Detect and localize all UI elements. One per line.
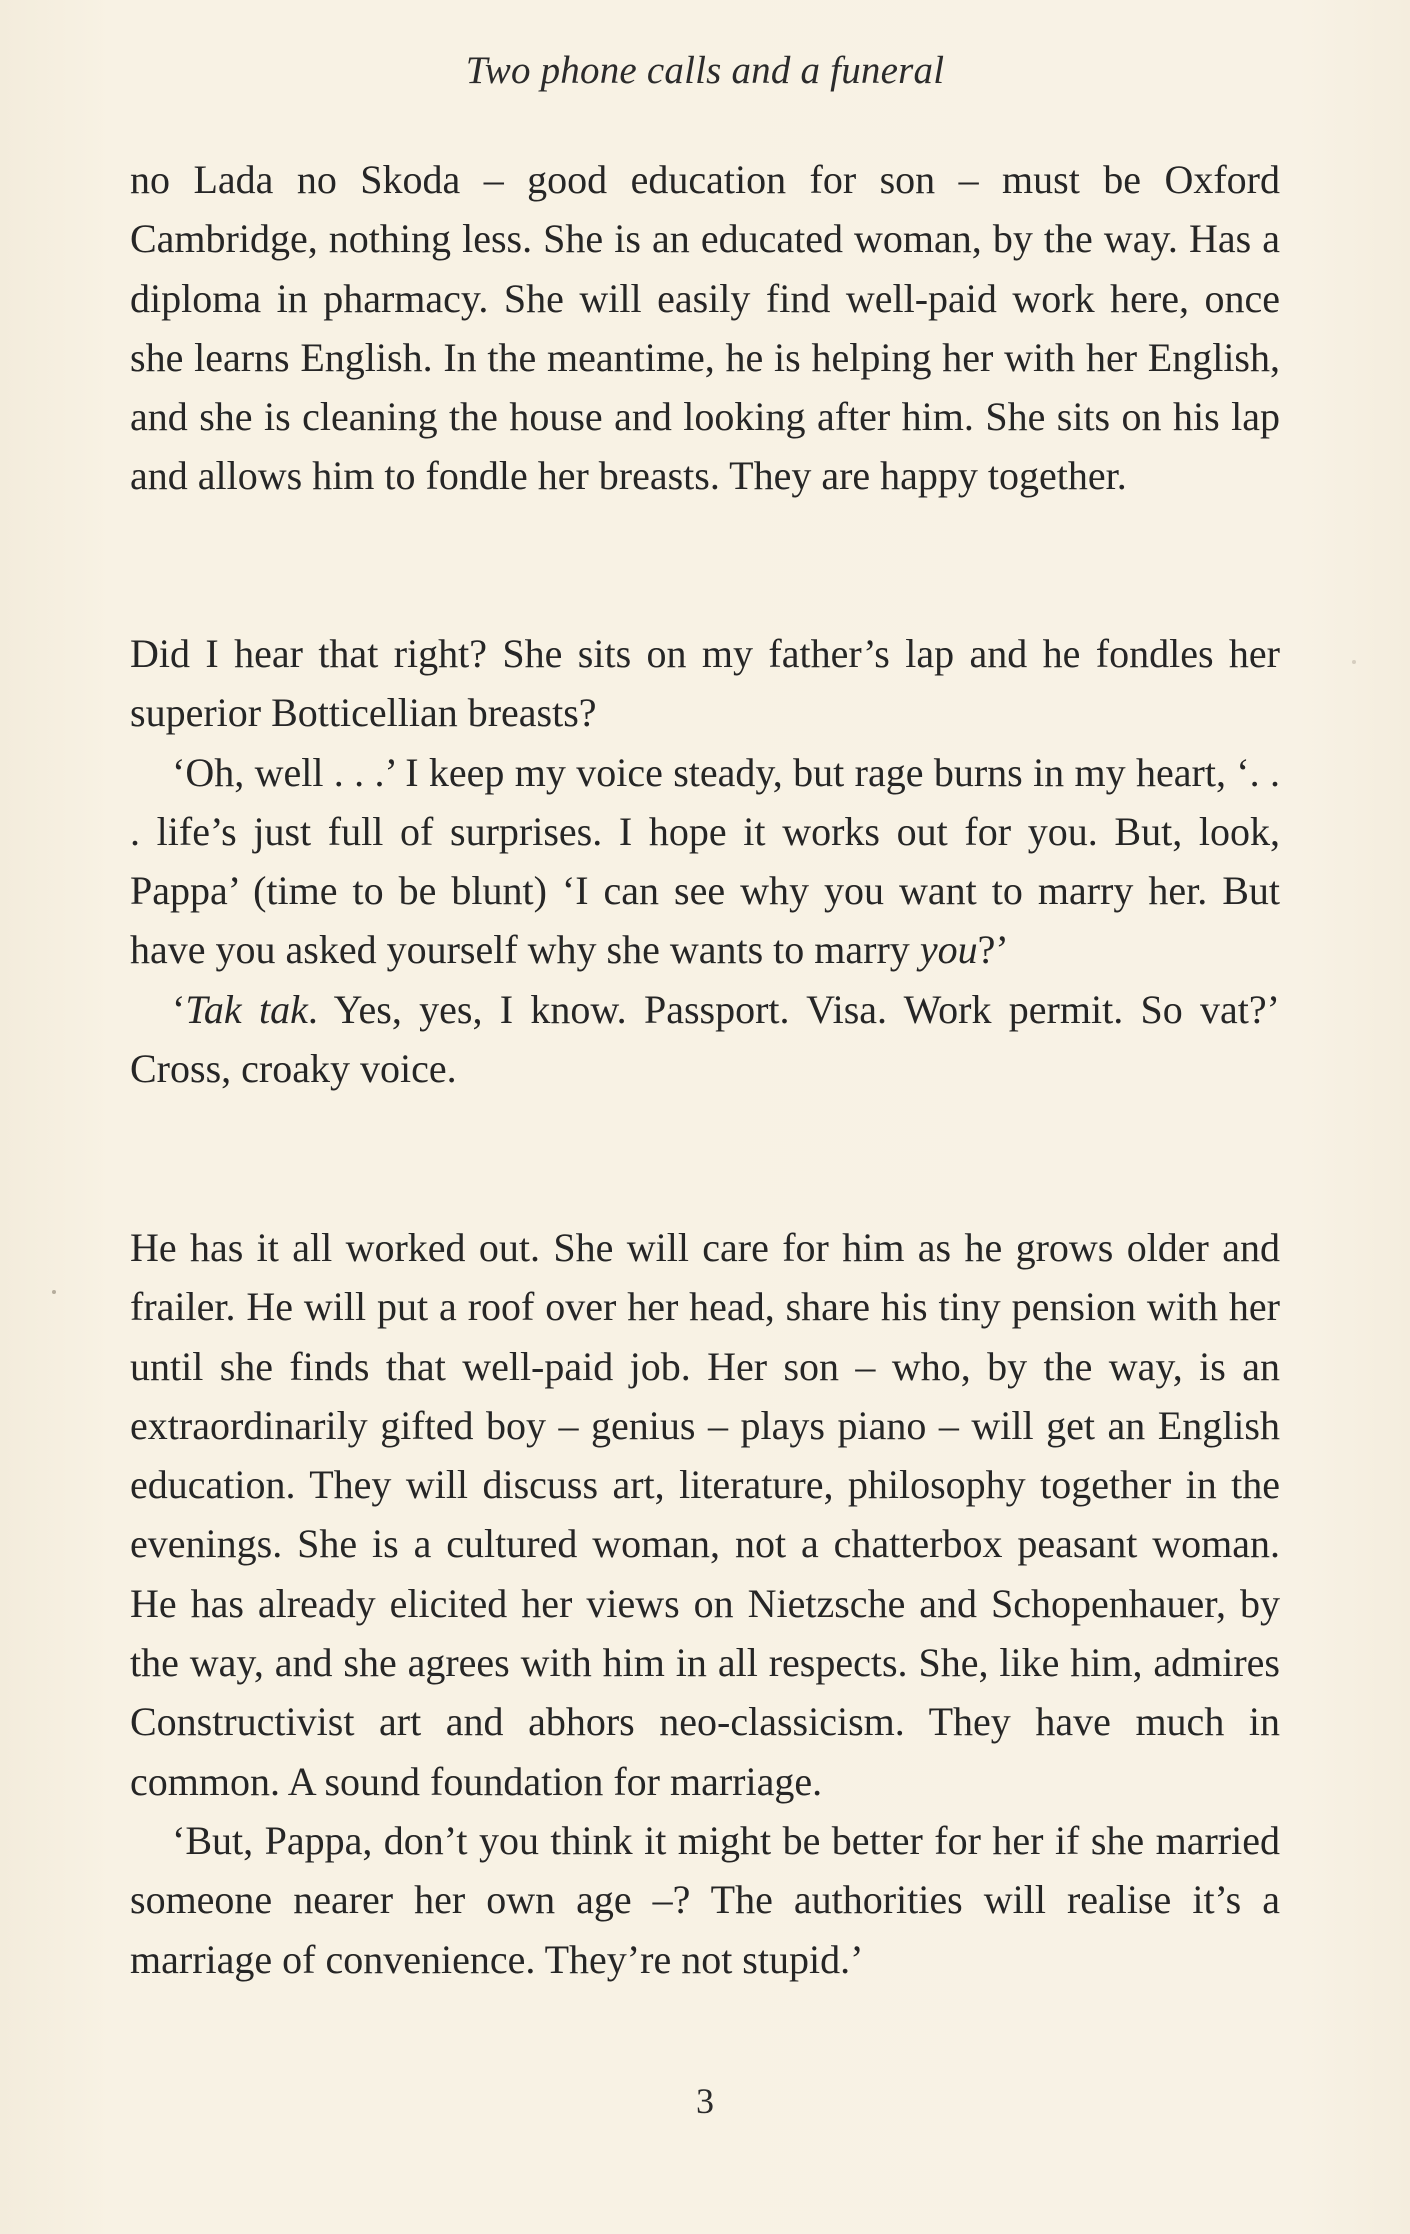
paragraph-4 <box>130 980 1280 1099</box>
paragraph-1: no Lada no Skoda – good education for son – must be Oxford Cambridge, nothing less. She is an educated woman, by the way. Has a diploma in pharmacy. She will easily find well-paid work here, once she learns English. In the meantime, he is helping her with her English, and she is cleaning the house and looking after him. She sits on his lap and allows him to fondle her breasts. They are happy together. <box>130 157 1280 499</box>
page-number: 3 <box>696 2081 714 2121</box>
paper-speck <box>1352 660 1356 664</box>
paragraph-5: He has it all worked out. She will care for him as he grows older and frailer. He will put a roof over her head, share his tiny pension with her until she finds that well-paid job. Her son – who, by the way, is an extraordinarily gifted boy – genius – plays piano – will get an English education. They will discuss art, literature, philosophy together in the evenings. She is a cultured woman, not a chatterbox peasant woman. He has already elicited her views on Nietzsche and Schopenhauer, by the way, and she agrees with him in all respects. She, like him, admires Constructivist art and abhors neo-classicism. They have much in common. A sound foundation for marriage. <box>130 1225 1280 1804</box>
paragraph-3-text: ‘Oh, well . . .’ I keep my voice steady, but rage burns in my heart, ‘. . . life’s just full of surprises. I hope it works out for you. But, look, Pappa’ (time to be blunt) ‘I can see why you want to marry her. But have you asked yourself why she wants to marry <box>130 749 1280 973</box>
paragraph-3-emphasis: you <box>919 927 978 973</box>
running-header: Two phone calls and a funeral <box>465 49 945 92</box>
section-three <box>130 1218 1280 1989</box>
section-one <box>130 150 1280 506</box>
paragraph-3 <box>130 743 1280 980</box>
paragraph-3-end: ?’ <box>977 927 1009 973</box>
section-two <box>130 624 1280 1098</box>
paragraph-2: Did I hear that right? She sits on my father’s lap and he fondles her superior Botticellian breasts? <box>130 631 1280 736</box>
paragraph-4-open-quote: ‘ <box>172 986 186 1032</box>
paper-speck <box>52 1290 56 1294</box>
paragraph-4-emphasis: Tak tak <box>185 986 308 1032</box>
paragraph-6: ‘But, Pappa, don’t you think it might be better for her if she married someone nearer her own age –? The authorities will realise it’s a marriage of convenience. They’re not stupid.’ <box>130 1817 1280 1982</box>
paragraph-4-text: . Yes, yes, I know. Passport. Visa. Work permit. So vat?’ Cross, croaky voice. <box>130 986 1280 1092</box>
